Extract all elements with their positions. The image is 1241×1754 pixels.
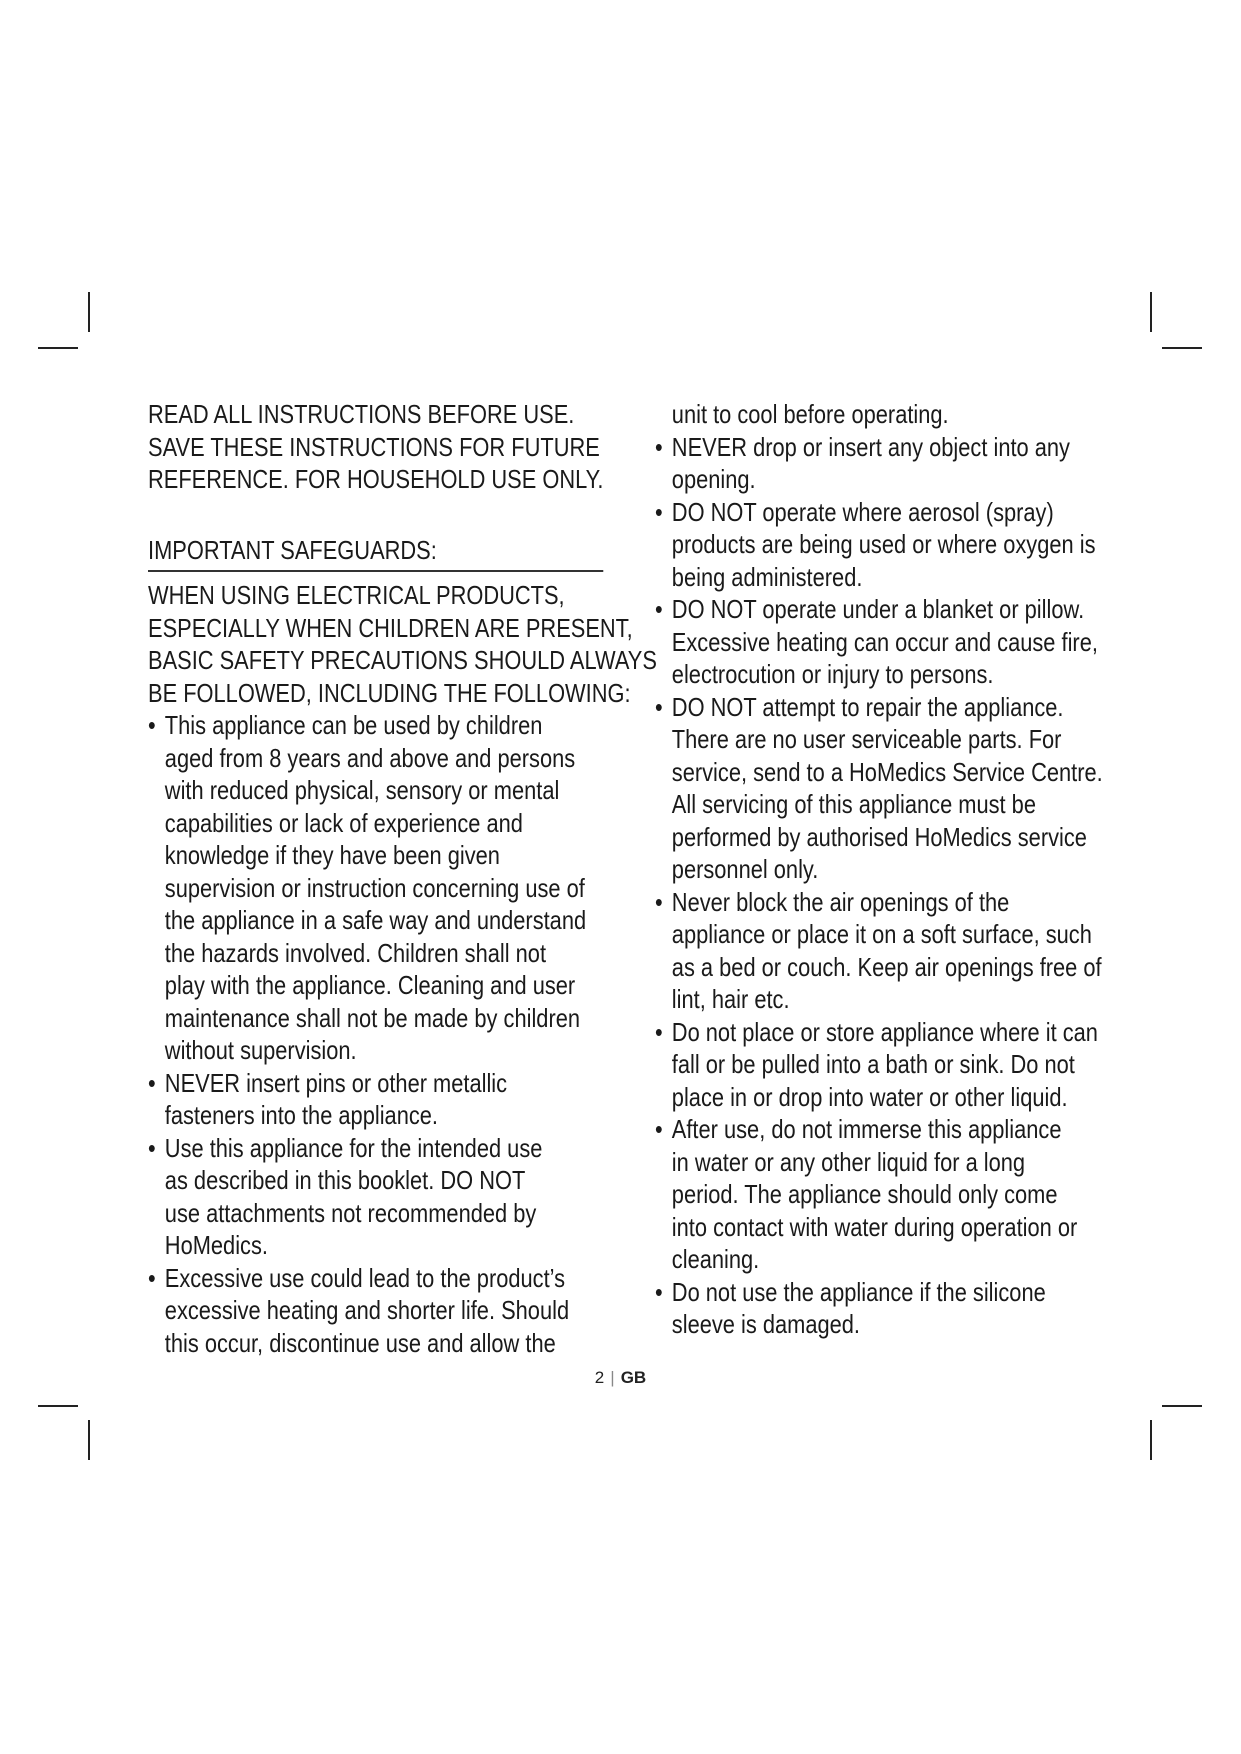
bullet-text-line: products are being used or where oxygen is: [671, 529, 1096, 559]
left-bullet-list: [148, 709, 602, 1359]
crop-mark-top-left-v: [88, 292, 90, 332]
safety-bullet-item: [148, 1067, 602, 1132]
crop-mark-bottom-right-v: [1150, 1420, 1152, 1460]
bullet-text-line: excessive heating and shorter life. Should: [164, 1295, 570, 1325]
bullet-text-line: fall or be pulled into a bath or sink. Do not: [671, 1049, 1075, 1079]
bullet-text-line: Use this appliance for the intended use: [164, 1132, 543, 1163]
bullet-text-line: service, send to a HoMedics Service Centre.: [671, 756, 1103, 787]
bullet-text-line: Excessive use could lead to the product’s: [164, 1262, 566, 1293]
intro-line: READ ALL INSTRUCTIONS BEFORE USE.: [148, 399, 575, 429]
safety-bullet-item: [655, 691, 1109, 886]
bullet-text-line: All servicing of this appliance must be: [671, 789, 1036, 819]
page-footer: [0, 1368, 1241, 1388]
warning-line: ESPECIALLY WHEN CHILDREN ARE PRESENT,: [148, 612, 633, 643]
bullet-text-line: without supervision.: [164, 1035, 357, 1065]
safety-bullet-item: [655, 1016, 1109, 1114]
intro-block: [148, 398, 602, 496]
bullet-text-line: Never block the air openings of the: [671, 886, 1010, 917]
crop-mark-bottom-left-v: [88, 1420, 90, 1460]
crop-mark-top-right-v: [1150, 292, 1152, 332]
safeguards-heading: IMPORTANT SAFEGUARDS:: [148, 534, 437, 565]
safety-bullet-item: [148, 1132, 602, 1262]
bullet-marker: •: [655, 1114, 663, 1144]
bullet-text-line: Do not place or store appliance where it can: [671, 1016, 1098, 1047]
bullet-text-line: sleeve is damaged.: [671, 1309, 860, 1339]
left-column: [148, 398, 657, 1359]
bullet-text-line: Do not use the appliance if the silicone: [671, 1276, 1046, 1307]
intro-line: REFERENCE. FOR HOUSEHOLD USE ONLY.: [148, 464, 604, 494]
bullet-text-line: aged from 8 years and above and persons: [164, 742, 576, 773]
bullet-text-line: the appliance in a safe way and understand: [164, 905, 587, 935]
heading-underline: [148, 570, 603, 572]
right-bullet-list: [655, 431, 1109, 1341]
crop-mark-top-right-h: [1162, 347, 1202, 349]
bullet-marker: •: [655, 691, 663, 722]
bullet-text-line: performed by authorised HoMedics service: [671, 821, 1087, 852]
language-code: GB: [620, 1368, 647, 1387]
bullet-marker: •: [655, 496, 663, 527]
bullet-text-line: into contact with water during operation or: [671, 1211, 1078, 1242]
bullet-text-line: electrocution or injury to persons.: [671, 659, 994, 689]
safety-bullet-item: [655, 1276, 1109, 1341]
bullet-text-line: as described in this booklet. DO NOT: [164, 1165, 526, 1195]
bullet-text-line: use attachments not recommended by: [164, 1197, 537, 1228]
bullet-text-line: HoMedics.: [164, 1230, 268, 1260]
crop-mark-bottom-right-h: [1162, 1405, 1202, 1407]
right-column: [655, 398, 1109, 1341]
bullet-text-line: After use, do not immerse this appliance: [671, 1114, 1062, 1144]
safety-bullet-item: [655, 593, 1109, 691]
bullet-marker: •: [655, 1276, 663, 1307]
bullet-text-line: being administered.: [671, 561, 863, 592]
bullet-text-line: NEVER drop or insert any object into any: [671, 431, 1070, 462]
continuation-line: unit to cool before operating.: [671, 399, 949, 429]
safety-bullet-item: [148, 709, 602, 1067]
bullet-text-line: DO NOT operate under a blanket or pillow.: [671, 594, 1085, 624]
safety-bullet-item: [655, 431, 1109, 496]
bullet-text-line: lint, hair etc.: [671, 984, 790, 1014]
page-number: 2: [594, 1368, 605, 1387]
bullet-text-line: supervision or instruction concerning use of: [164, 872, 585, 903]
crop-mark-top-left-h: [38, 347, 78, 349]
bullet-text-line: fasteners into the appliance.: [164, 1100, 438, 1130]
bullet-text-line: capabilities or lack of experience and: [164, 807, 523, 838]
bullet-text-line: DO NOT attempt to repair the appliance.: [671, 691, 1064, 722]
warning-line: WHEN USING ELECTRICAL PRODUCTS,: [148, 580, 565, 610]
bullet-text-line: as a bed or couch. Keep air openings free of: [671, 951, 1102, 982]
bullet-text-line: the hazards involved. Children shall not: [164, 937, 547, 968]
bullet-marker: •: [148, 710, 156, 740]
warning-line: BASIC SAFETY PRECAUTIONS SHOULD ALWAYS: [148, 645, 657, 675]
bullet-marker: •: [655, 1016, 663, 1047]
bullet-text-line: play with the appliance. Cleaning and user: [164, 970, 576, 1000]
bullet-marker: •: [655, 886, 663, 917]
footer-separator: |: [610, 1368, 615, 1387]
bullet-marker: •: [655, 594, 663, 624]
safety-bullet-item: [655, 886, 1109, 1016]
crop-mark-bottom-left-h: [38, 1405, 78, 1407]
bullet-marker: •: [655, 431, 663, 462]
bullet-text-line: DO NOT operate where aerosol (spray): [671, 496, 1054, 527]
bullet-marker: •: [148, 1262, 156, 1293]
safety-bullet-item: [148, 1262, 602, 1360]
bullet-text-line: cleaning.: [671, 1244, 760, 1274]
safety-bullet-item: [655, 1113, 1109, 1276]
bullet-text-line: NEVER insert pins or other metallic: [164, 1067, 508, 1098]
bullet-text-line: in water or any other liquid for a long: [671, 1146, 1026, 1177]
bullet-text-line: with reduced physical, sensory or mental: [164, 775, 560, 805]
bullet-text-line: this occur, discontinue use and allow the: [164, 1327, 556, 1358]
intro-line: SAVE THESE INSTRUCTIONS FOR FUTURE: [148, 431, 600, 462]
bullet-text-line: There are no user serviceable parts. For: [671, 724, 1062, 754]
warning-block: [148, 579, 657, 709]
bullet-marker: •: [148, 1067, 156, 1098]
bullet-text-line: period. The appliance should only come: [671, 1179, 1058, 1209]
warning-line: BE FOLLOWED, INCLUDING THE FOLLOWING:: [148, 677, 631, 708]
bullet-text-line: place in or drop into water or other liquid.: [671, 1081, 1068, 1112]
bullet-text-line: Excessive heating can occur and cause fire,: [671, 626, 1098, 657]
bullet-text-line: appliance or place it on a soft surface, such: [671, 919, 1092, 949]
bullet-marker: •: [148, 1132, 156, 1163]
bullet-text-line: personnel only.: [671, 854, 819, 884]
safety-bullet-item: [655, 496, 1109, 594]
bullet-text-line: knowledge if they have been given: [164, 840, 500, 870]
bullet-text-line: opening.: [671, 464, 756, 494]
bullet-text-line: maintenance shall not be made by children: [164, 1002, 581, 1033]
bullet-text-line: This appliance can be used by children: [164, 710, 543, 740]
